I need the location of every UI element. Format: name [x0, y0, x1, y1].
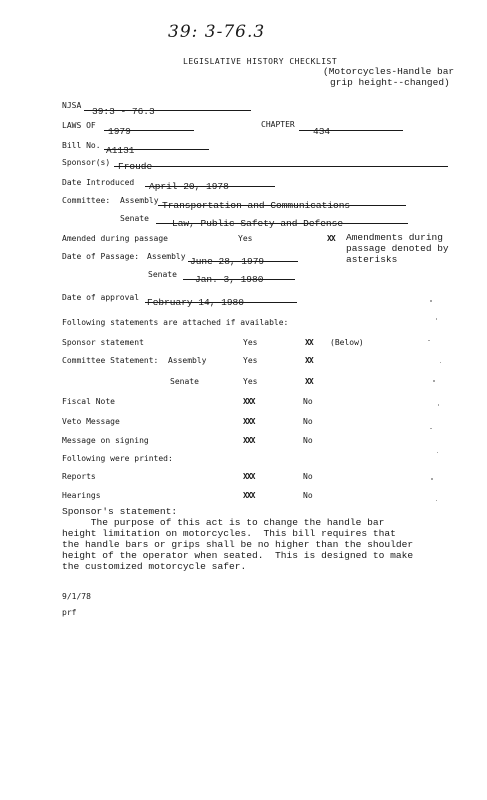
- sponsor-field: [114, 154, 448, 172]
- amendments-note-2: passage denoted by: [346, 243, 449, 254]
- attached-row-yes: Yes: [243, 377, 258, 386]
- laws-of-label: LAWS OF: [62, 121, 96, 130]
- passage-assembly-value: June 28, 1979: [190, 256, 265, 267]
- statement-line: The purpose of this act is to change the handle bar: [62, 517, 385, 528]
- committee-assembly-label: Assembly: [120, 196, 159, 205]
- attached-row-yes: XXX: [243, 397, 255, 406]
- footer-initials: prf: [62, 608, 77, 617]
- senate-committee-value: Law, Public Safety and Defense: [172, 218, 344, 229]
- njsa-field: [84, 99, 251, 117]
- date-introduced-field: [145, 174, 275, 192]
- chapter-field: [299, 119, 403, 137]
- statement-line: height limitation on motorcycles. This bill requires that: [62, 528, 396, 539]
- njsa-value: 39:3 - 76.3: [92, 106, 155, 117]
- assembly-committee-field: [158, 193, 406, 211]
- passage-assembly-label: Assembly: [147, 252, 186, 261]
- footer-date: 9/1/78: [62, 592, 91, 601]
- printed-row-label: Reports: [62, 472, 96, 481]
- date-introduced-value: April 20, 1978: [149, 181, 229, 192]
- amended-mark: XX: [327, 234, 335, 243]
- passage-senate-label: Senate: [148, 270, 177, 279]
- handwritten-statute-number: 39: 3-76.3: [168, 22, 266, 42]
- date-approval-field: [145, 290, 297, 308]
- date-approval-label: Date of approval: [62, 293, 140, 302]
- page-title: LEGISLATIVE HISTORY CHECKLIST: [183, 57, 338, 66]
- attached-row-no: XX: [305, 377, 313, 386]
- sponsor-value: Froude: [118, 161, 153, 172]
- bill-value: A1131: [106, 145, 135, 156]
- attached-row-label: Senate: [170, 377, 199, 386]
- attached-row-yes: Yes: [243, 338, 258, 347]
- attached-row-label: Message on signing: [62, 436, 149, 445]
- date-approval-value: February 14, 1980: [147, 297, 244, 308]
- attached-heading: Following statements are attached if available:: [62, 318, 289, 327]
- bill-label: Bill No.: [62, 141, 101, 150]
- statement-line: the customized motorcycle safer.: [62, 561, 247, 572]
- subject-line-1: (Motorcycles-Handle bar: [323, 66, 455, 77]
- attached-row-no: No: [303, 397, 313, 406]
- attached-row-no: No: [303, 417, 313, 426]
- committee-senate-label: Senate: [120, 214, 149, 223]
- subject-line-2: grip height--changed): [330, 77, 450, 88]
- njsa-label: NJSA: [62, 101, 82, 110]
- passage-assembly-field: [188, 249, 298, 267]
- printed-row-label: Hearings: [62, 491, 101, 500]
- attached-row-yes: Yes: [243, 356, 258, 365]
- printed-row-no: No: [303, 491, 313, 500]
- printed-row-yes: XXX: [243, 472, 255, 481]
- committee-label: Committee:: [62, 196, 111, 205]
- laws-of-field: [104, 119, 194, 137]
- laws-of-value: 1979: [108, 126, 131, 137]
- attached-row-no: XX: [305, 356, 313, 365]
- printed-row-no: No: [303, 472, 313, 481]
- chapter-label: CHAPTER: [261, 120, 295, 129]
- statement-line: the handle bars or grips shall be no higher than the shoulder: [62, 539, 414, 550]
- date-passage-label: Date of Passage:: [62, 252, 140, 261]
- amended-yes: Yes: [238, 234, 253, 243]
- attached-row-yes: XXX: [243, 436, 255, 445]
- amendments-note-3: asterisks: [346, 254, 398, 265]
- amendments-note-1: Amendments during: [346, 232, 443, 243]
- statement-line: height of the operator when seated. This is designed to make: [62, 550, 414, 561]
- date-introduced-label: Date Introduced: [62, 178, 135, 187]
- attached-row-label: Committee Statement: Assembly: [62, 356, 207, 365]
- amended-label: Amended during passage: [62, 234, 168, 243]
- chapter-value: 434: [313, 126, 331, 137]
- statement-heading: Sponsor's statement:: [62, 506, 178, 517]
- attached-row-label: Veto Message: [62, 417, 120, 426]
- attached-row-label: Sponsor statement: [62, 338, 144, 347]
- attached-row-no: No: [303, 436, 313, 445]
- passage-senate-value: Jan. 3, 1980: [195, 274, 264, 285]
- attached-row-no: XX: [305, 338, 313, 347]
- printed-row-yes: XXX: [243, 491, 255, 500]
- passage-senate-field: [183, 267, 295, 285]
- printed-heading: Following were printed:: [62, 454, 173, 463]
- assembly-committee-value: Transportation and Communications: [162, 200, 351, 211]
- attached-row-yes: XXX: [243, 417, 255, 426]
- bill-field: [104, 138, 209, 156]
- attached-row-note: (Below): [330, 338, 364, 347]
- attached-row-label: Fiscal Note: [62, 397, 115, 406]
- sponsor-label: Sponsor(s): [62, 158, 111, 167]
- senate-committee-field: [156, 211, 408, 229]
